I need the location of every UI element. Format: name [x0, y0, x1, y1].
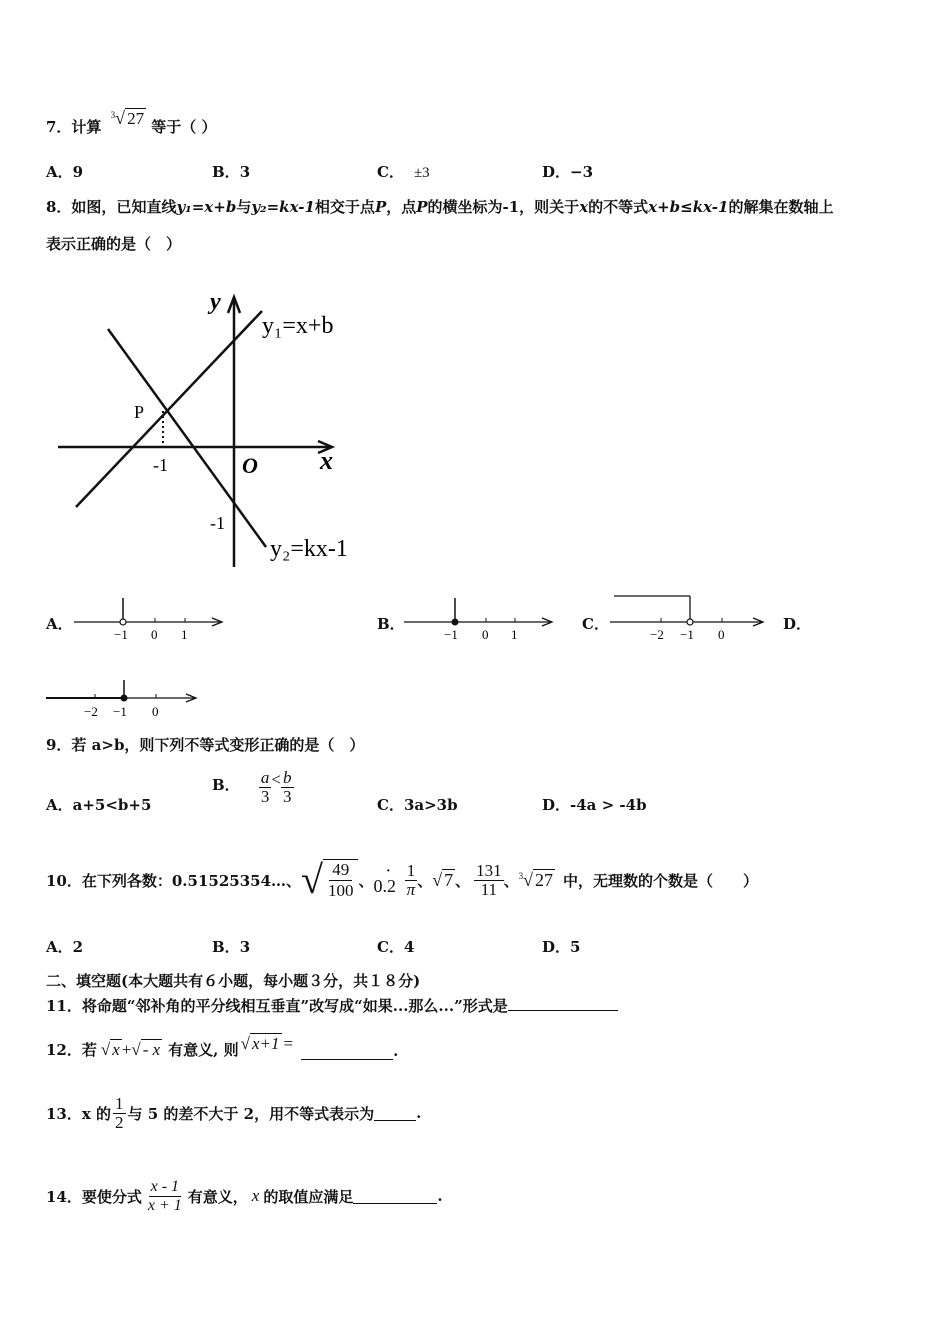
q7-radicand: 27 — [127, 109, 145, 128]
q8-graph — [50, 285, 370, 575]
question-13: 13．x 的 $\frac{1}{2}$ 与 5 的差不大于 2，用不等式表示为 . — [46, 1093, 422, 1132]
q9-option-a: A．a+5<b+5 — [46, 796, 152, 814]
svg-text:−2: −2 — [84, 704, 98, 719]
q10-option-a: A．2 — [46, 938, 84, 956]
q10-frac-1-pi: $\frac{1}{\pi}$ — [406, 860, 416, 899]
svg-text:−1: −1 — [113, 704, 127, 719]
q10-frac-131-11: $\frac{131}{11}$ — [476, 860, 502, 899]
filled-dot — [452, 619, 459, 626]
question-10: 10．在下列各数：0.51525354…、 √ 49 100 、 0.2 · $\frac{1}{\pi}$ 、 √ 7 、 $\frac{131}{11}$ 、 $^3$√ 27 中，无理数的个数是（ ） — [46, 857, 759, 902]
question-8-line1: 8．如图，已知直线y₁=x+b与y₂=kx-1相交于点P，点P的横坐标为-1，则关于x的不等式x+b≤kx-1的解集在数轴上 — [46, 198, 834, 216]
q7-option-b: B．3 — [212, 163, 251, 181]
svg-text:−1: −1 — [114, 627, 128, 642]
q11-answer-blank[interactable] — [508, 996, 618, 1011]
question-11: 11．将命题“邻补角的平分线相互垂直”改写成“如果...那么...”形式是 — [46, 995, 618, 1016]
q8-option-a-numberline — [70, 594, 230, 642]
filled-dot — [121, 695, 128, 702]
q7-option-d: D．−3 — [542, 163, 594, 181]
q8-option-a-letter: A． — [46, 615, 73, 633]
svg-text:−2: −2 — [650, 627, 664, 642]
q8-option-b-numberline — [400, 594, 560, 642]
q10-sqrt-fraction: √ 49 100 — [301, 859, 358, 901]
q8-option-d-letter: D． — [783, 615, 812, 633]
q9-option-c: C．3a>3b — [377, 796, 458, 814]
svg-text:0: 0 — [482, 627, 489, 642]
q14-fraction: $\frac{x - 1}{x + 1}$ — [147, 1177, 182, 1214]
question-12: 12．若 √ x + √ - x 有意义, 则 √ x+1 = . — [46, 1034, 399, 1060]
q7-root-index: 3 — [110, 110, 116, 120]
q9-option-d: D．-4a > -4b — [542, 796, 647, 814]
section-2-heading: 二、填空题(本大题共有６小题，每小题３分，共１８分) — [46, 972, 421, 990]
y-mark-label: -1 — [210, 513, 225, 533]
origin-label: O — [242, 453, 258, 478]
open-circle — [120, 619, 126, 625]
svg-text:1: 1 — [511, 627, 518, 642]
q8-option-c-numberline — [606, 590, 771, 642]
q8-option-b-letter: B． — [377, 615, 405, 633]
question-14: 14．要使分式 $\frac{x - 1}{x + 1}$ 有意义， x 的取值应满足 . — [46, 1177, 443, 1214]
svg-text:−1: −1 — [680, 627, 694, 642]
q8-inequality: x+b≤kx-1 — [648, 198, 729, 216]
question-8-line2: 表示正确的是（ ） — [46, 235, 182, 253]
svg-text:−1: −1 — [444, 627, 458, 642]
q8-option-d-numberline — [44, 670, 204, 720]
q13-frac-half: $\frac{1}{2}$ — [115, 1093, 124, 1132]
svg-text:0: 0 — [718, 627, 725, 642]
q10-repeating-decimal: 0.2 — [373, 875, 396, 896]
q7-option-a: A．9 — [46, 163, 84, 181]
q8-y2: y₂=kx-1 — [251, 198, 315, 216]
q10-option-d: D．5 — [542, 938, 581, 956]
q13-answer-blank[interactable] — [374, 1106, 416, 1121]
q8-y1: y₁=x+b — [176, 198, 237, 216]
q12-answer-blank[interactable] — [301, 1045, 393, 1060]
q10-sqrt-7: √ 7 — [432, 869, 454, 890]
q9-option-b: B． $\frac{a}{3}$ < $\frac{b}{3}$ — [212, 768, 292, 806]
q10-option-c: C．4 — [377, 938, 415, 956]
q7-label: 7．计算 — [46, 118, 102, 136]
x-axis-label: x — [320, 446, 333, 475]
q7-tail: 等于（ ） — [151, 118, 217, 136]
q14-answer-blank[interactable] — [353, 1189, 437, 1204]
q9-frac-b3: $\frac{b}{3}$ — [283, 768, 292, 806]
open-circle — [687, 619, 693, 625]
svg-text:1: 1 — [181, 627, 188, 642]
x-mark-label: -1 — [153, 455, 168, 475]
question-9: 9．若 a>b，则下列不等式变形正确的是（ ） — [46, 736, 365, 754]
q8-option-c-letter: C． — [582, 615, 609, 633]
q9-frac-a3: $\frac{a}{3}$ — [260, 768, 270, 806]
line-y1-label: y₁=x+b — [262, 313, 334, 339]
svg-text:0: 0 — [152, 704, 159, 719]
line-y2 — [108, 329, 266, 547]
point-p-label: P — [134, 402, 145, 422]
q7-cube-root: $^3$√ 27 — [110, 108, 145, 128]
svg-text:0: 0 — [151, 627, 158, 642]
line-y2-label: y₂=kx-1 — [270, 536, 348, 562]
q10-option-b: B．3 — [212, 938, 251, 956]
q10-cube-root-27: $^3$√ 27 — [518, 869, 554, 890]
q7-option-c: C． ±3 — [377, 163, 430, 181]
question-7 — [46, 108, 217, 137]
y-axis-label: y — [210, 289, 221, 315]
